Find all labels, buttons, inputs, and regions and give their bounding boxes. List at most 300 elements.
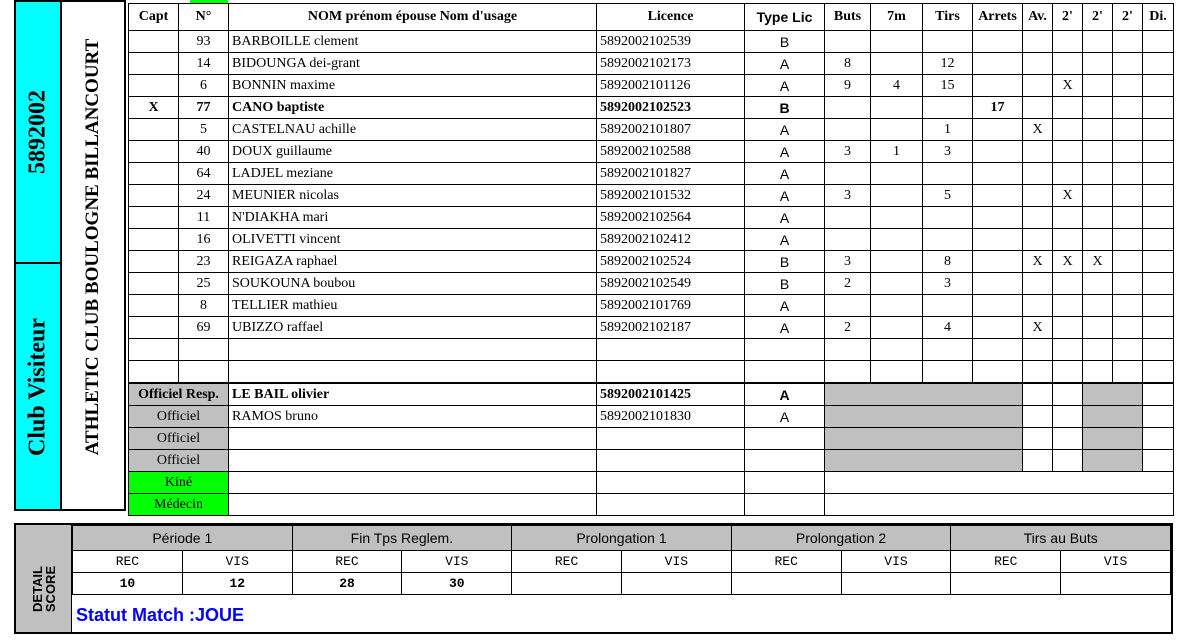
score-value-cell: 30 [402, 573, 512, 595]
staff-type-cell [745, 494, 825, 516]
player-tirs-cell: 8 [923, 251, 973, 273]
header-av: Av. [1023, 4, 1053, 31]
player-tirs-cell [923, 97, 973, 119]
score-vis-label: VIS [621, 551, 731, 573]
player-licence-cell: 5892002102549 [597, 273, 745, 295]
player-row [129, 53, 1174, 75]
official-role-cell: Officiel Resp. [129, 383, 229, 406]
player-name-cell: BARBOILLE clement [229, 31, 597, 53]
player-di-cell [1143, 207, 1174, 229]
player-av-cell [1023, 75, 1053, 97]
staff-role-cell: Médecin [129, 494, 229, 516]
player-licence-cell: 5892002102524 [597, 251, 745, 273]
header-capt: Capt [129, 4, 179, 31]
score-period-header: Prolongation 1 [512, 526, 732, 551]
staff-role-cell: Kiné [129, 472, 229, 494]
player-di-cell [1143, 119, 1174, 141]
score-value-cell: 10 [73, 573, 183, 595]
player-tirs-cell: 15 [923, 75, 973, 97]
player-capt-cell [129, 75, 179, 97]
official-grey-2min [1083, 450, 1143, 472]
official-grey-block [825, 428, 1023, 450]
player-tirs-cell: 3 [923, 141, 973, 163]
player-buts-cell [825, 295, 871, 317]
player-row [129, 97, 1174, 119]
player-7m-cell [871, 229, 923, 251]
player-arrets-cell [973, 361, 1023, 384]
player-7m-cell [871, 163, 923, 185]
player-2min-3-cell [1113, 339, 1143, 361]
player-av-cell [1023, 53, 1053, 75]
player-tirs-cell: 4 [923, 317, 973, 339]
player-type-cell [745, 339, 825, 361]
player-av-cell [1023, 163, 1053, 185]
player-capt-cell [129, 251, 179, 273]
header-number: N° [179, 4, 229, 31]
player-2min-3-cell [1113, 141, 1143, 163]
player-tirs-cell [923, 229, 973, 251]
score-period-header: Période 1 [73, 526, 293, 551]
official-row [129, 428, 1174, 450]
player-type-cell: B [745, 273, 825, 295]
player-2min-3-cell [1113, 317, 1143, 339]
official-2min-1-cell [1053, 428, 1083, 450]
player-2min-3-cell [1113, 75, 1143, 97]
official-type-cell [745, 450, 825, 472]
player-type-cell: A [745, 53, 825, 75]
player-7m-cell [871, 31, 923, 53]
player-di-cell [1143, 273, 1174, 295]
player-tirs-cell: 12 [923, 53, 973, 75]
roster-header-row [129, 4, 1174, 31]
player-av-cell [1023, 339, 1053, 361]
player-2min-1-cell [1053, 207, 1083, 229]
official-grey-block [825, 406, 1023, 428]
header-type: Type Lic [745, 4, 825, 31]
official-di-cell [1143, 428, 1174, 450]
player-2min-1-cell [1053, 53, 1083, 75]
header-di: Di. [1143, 4, 1174, 31]
header-2min-3: 2' [1113, 4, 1143, 31]
staff-type-cell [745, 472, 825, 494]
player-licence-cell: 5892002102187 [597, 317, 745, 339]
score-period-header: Tirs au Buts [951, 526, 1171, 551]
official-di-cell [1143, 450, 1174, 472]
player-7m-cell [871, 361, 923, 384]
staff-row [129, 494, 1174, 516]
official-grey-block [825, 450, 1023, 472]
score-value-cell [951, 573, 1061, 595]
player-buts-cell: 3 [825, 185, 871, 207]
player-2min-1-cell: X [1053, 251, 1083, 273]
player-2min-2-cell [1083, 119, 1113, 141]
match-status: Statut Match :JOUE [76, 605, 245, 625]
player-row [129, 317, 1174, 339]
player-2min-1-cell [1053, 317, 1083, 339]
player-2min-1-cell [1053, 119, 1083, 141]
player-2min-2-cell: X [1083, 251, 1113, 273]
staff-rest-cell [825, 494, 1174, 516]
player-name-cell: N'DIAKHA mari [229, 207, 597, 229]
club-name: ATHLETIC CLUB BOULOGNE BILLANCOURT [82, 38, 103, 456]
player-type-cell: A [745, 185, 825, 207]
player-type-cell: B [745, 31, 825, 53]
player-2min-1-cell [1053, 295, 1083, 317]
official-row [129, 406, 1174, 428]
player-2min-2-cell [1083, 97, 1113, 119]
player-arrets-cell [973, 75, 1023, 97]
player-number-cell: 5 [179, 119, 229, 141]
player-tirs-cell [923, 207, 973, 229]
player-number-cell: 8 [179, 295, 229, 317]
header-name: NOM prénom épouse Nom d'usage [229, 4, 597, 31]
player-buts-cell: 8 [825, 53, 871, 75]
player-buts-cell: 2 [825, 317, 871, 339]
player-name-cell: OLIVETTI vincent [229, 229, 597, 251]
score-period-header: Fin Tps Reglem. [292, 526, 512, 551]
player-type-cell: A [745, 119, 825, 141]
player-2min-3-cell [1113, 163, 1143, 185]
score-vis-label: VIS [1061, 551, 1171, 573]
player-tirs-cell: 1 [923, 119, 973, 141]
score-value-row [73, 573, 1171, 595]
player-name-cell: SOUKOUNA boubou [229, 273, 597, 295]
staff-name-cell [229, 472, 597, 494]
player-7m-cell [871, 53, 923, 75]
official-av-cell [1023, 428, 1053, 450]
player-licence-cell: 5892002102523 [597, 97, 745, 119]
club-side-panel [16, 2, 62, 509]
player-capt-cell [129, 339, 179, 361]
official-role-cell: Officiel [129, 450, 229, 472]
score-rec-label: REC [73, 551, 183, 573]
player-type-cell [745, 361, 825, 384]
score-rec-label: REC [292, 551, 402, 573]
player-number-cell [179, 361, 229, 384]
player-licence-cell: 5892002101827 [597, 163, 745, 185]
player-arrets-cell [973, 207, 1023, 229]
player-number-cell: 25 [179, 273, 229, 295]
player-name-cell: LADJEL meziane [229, 163, 597, 185]
player-name-cell: REIGAZA raphael [229, 251, 597, 273]
player-buts-cell: 3 [825, 141, 871, 163]
player-7m-cell [871, 119, 923, 141]
player-arrets-cell [973, 251, 1023, 273]
official-licence-cell [597, 450, 745, 472]
player-7m-cell: 4 [871, 75, 923, 97]
official-type-cell: A [745, 383, 825, 406]
player-2min-3-cell [1113, 361, 1143, 384]
player-buts-cell [825, 119, 871, 141]
staff-name-cell [229, 494, 597, 516]
staff-rest-cell [825, 472, 1174, 494]
player-tirs-cell: 5 [923, 185, 973, 207]
player-av-cell [1023, 207, 1053, 229]
player-7m-cell [871, 317, 923, 339]
official-name-cell [229, 428, 597, 450]
player-di-cell [1143, 295, 1174, 317]
official-2min-1-cell [1053, 383, 1083, 406]
player-2min-1-cell [1053, 141, 1083, 163]
player-2min-2-cell [1083, 273, 1113, 295]
player-2min-2-cell [1083, 229, 1113, 251]
official-av-cell [1023, 383, 1053, 406]
player-capt-cell [129, 163, 179, 185]
player-tirs-cell [923, 163, 973, 185]
player-7m-cell [871, 251, 923, 273]
player-licence-cell: 5892002102564 [597, 207, 745, 229]
player-type-cell: A [745, 163, 825, 185]
player-2min-2-cell [1083, 75, 1113, 97]
score-value-cell [621, 573, 731, 595]
player-row [129, 163, 1174, 185]
player-name-cell [229, 339, 597, 361]
official-grey-2min [1083, 406, 1143, 428]
score-period-header: Prolongation 2 [731, 526, 951, 551]
player-2min-2-cell [1083, 53, 1113, 75]
player-number-cell: 77 [179, 97, 229, 119]
player-arrets-cell [973, 141, 1023, 163]
player-2min-2-cell [1083, 339, 1113, 361]
score-rec-label: REC [951, 551, 1061, 573]
player-buts-cell [825, 361, 871, 384]
player-2min-2-cell [1083, 207, 1113, 229]
staff-licence-cell [597, 494, 745, 516]
player-row [129, 31, 1174, 53]
player-tirs-cell [923, 295, 973, 317]
detail-score-label [16, 525, 72, 632]
player-av-cell [1023, 97, 1053, 119]
player-capt-cell [129, 317, 179, 339]
player-7m-cell [871, 207, 923, 229]
player-7m-cell [871, 97, 923, 119]
player-row [129, 185, 1174, 207]
player-row [129, 273, 1174, 295]
player-di-cell [1143, 31, 1174, 53]
score-value-cell [1061, 573, 1171, 595]
score-period-row [73, 526, 1171, 551]
player-number-cell: 14 [179, 53, 229, 75]
score-detail-section [14, 523, 1173, 634]
player-di-cell [1143, 53, 1174, 75]
score-vis-label: VIS [402, 551, 512, 573]
player-row [129, 295, 1174, 317]
player-name-cell: CASTELNAU achille [229, 119, 597, 141]
player-arrets-cell [973, 339, 1023, 361]
player-capt-cell [129, 229, 179, 251]
player-2min-1-cell [1053, 273, 1083, 295]
official-av-cell [1023, 406, 1053, 428]
player-di-cell [1143, 97, 1174, 119]
player-2min-3-cell [1113, 229, 1143, 251]
player-2min-2-cell [1083, 31, 1113, 53]
header-2min-1: 2' [1053, 4, 1083, 31]
player-number-cell: 16 [179, 229, 229, 251]
player-di-cell [1143, 141, 1174, 163]
player-name-cell: UBIZZO raffael [229, 317, 597, 339]
player-7m-cell [871, 339, 923, 361]
club-code: 5892002 [24, 90, 51, 174]
player-type-cell: A [745, 141, 825, 163]
official-role-cell: Officiel [129, 406, 229, 428]
player-arrets-cell [973, 53, 1023, 75]
score-label-row [73, 551, 1171, 573]
player-di-cell [1143, 185, 1174, 207]
score-rec-label: REC [512, 551, 622, 573]
score-table [72, 525, 1171, 595]
player-name-cell: MEUNIER nicolas [229, 185, 597, 207]
player-arrets-cell [973, 163, 1023, 185]
player-arrets-cell [973, 31, 1023, 53]
score-value-cell [731, 573, 841, 595]
official-type-cell [745, 428, 825, 450]
player-type-cell: B [745, 97, 825, 119]
player-2min-3-cell [1113, 53, 1143, 75]
player-di-cell [1143, 361, 1174, 384]
score-value-cell [512, 573, 622, 595]
player-buts-cell: 9 [825, 75, 871, 97]
header-tirs: Tirs [923, 4, 973, 31]
player-licence-cell [597, 361, 745, 384]
player-2min-1-cell [1053, 229, 1083, 251]
player-tirs-cell: 3 [923, 273, 973, 295]
player-licence-cell: 5892002101769 [597, 295, 745, 317]
player-2min-3-cell [1113, 207, 1143, 229]
player-name-cell [229, 361, 597, 384]
player-av-cell: X [1023, 251, 1053, 273]
player-licence-cell: 5892002101126 [597, 75, 745, 97]
official-licence-cell: 5892002101830 [597, 406, 745, 428]
player-di-cell [1143, 75, 1174, 97]
player-type-cell: A [745, 207, 825, 229]
player-name-cell: BIDOUNGA dei-grant [229, 53, 597, 75]
player-2min-1-cell [1053, 97, 1083, 119]
official-di-cell [1143, 383, 1174, 406]
score-vis-label: VIS [182, 551, 292, 573]
player-capt-cell [129, 207, 179, 229]
player-buts-cell [825, 207, 871, 229]
header-7m: 7m [871, 4, 923, 31]
player-capt-cell [129, 31, 179, 53]
player-2min-3-cell [1113, 97, 1143, 119]
player-buts-cell [825, 31, 871, 53]
player-type-cell: A [745, 317, 825, 339]
club-side-label: Club Visiteur [24, 317, 51, 457]
player-type-cell: A [745, 295, 825, 317]
staff-licence-cell [597, 472, 745, 494]
official-grey-2min [1083, 383, 1143, 406]
player-capt-cell: X [129, 97, 179, 119]
official-licence-cell: 5892002101425 [597, 383, 745, 406]
official-row [129, 383, 1174, 406]
player-buts-cell: 2 [825, 273, 871, 295]
official-name-cell: LE BAIL olivier [229, 383, 597, 406]
player-2min-2-cell [1083, 141, 1113, 163]
player-row [129, 361, 1174, 384]
player-buts-cell [825, 97, 871, 119]
player-av-cell: X [1023, 119, 1053, 141]
player-number-cell: 93 [179, 31, 229, 53]
player-tirs-cell [923, 31, 973, 53]
official-role-cell: Officiel [129, 428, 229, 450]
player-buts-cell [825, 163, 871, 185]
player-type-cell: A [745, 75, 825, 97]
player-name-cell: DOUX guillaume [229, 141, 597, 163]
player-av-cell [1023, 229, 1053, 251]
official-grey-2min [1083, 428, 1143, 450]
player-arrets-cell [973, 119, 1023, 141]
player-row [129, 75, 1174, 97]
player-av-cell: X [1023, 317, 1053, 339]
player-2min-1-cell [1053, 163, 1083, 185]
player-2min-3-cell [1113, 251, 1143, 273]
player-7m-cell [871, 185, 923, 207]
official-row [129, 450, 1174, 472]
player-2min-2-cell [1083, 163, 1113, 185]
player-di-cell [1143, 251, 1174, 273]
club-sidebar [14, 0, 126, 511]
header-buts: Buts [825, 4, 871, 31]
header-2min-2: 2' [1083, 4, 1113, 31]
player-buts-cell [825, 229, 871, 251]
player-av-cell [1023, 31, 1053, 53]
player-capt-cell [129, 273, 179, 295]
header-licence: Licence [597, 4, 745, 31]
player-7m-cell: 1 [871, 141, 923, 163]
player-row [129, 119, 1174, 141]
player-licence-cell: 5892002102588 [597, 141, 745, 163]
player-tirs-cell [923, 339, 973, 361]
official-2min-1-cell [1053, 450, 1083, 472]
player-number-cell: 64 [179, 163, 229, 185]
player-buts-cell [825, 339, 871, 361]
player-2min-3-cell [1113, 295, 1143, 317]
player-number-cell: 23 [179, 251, 229, 273]
player-7m-cell [871, 273, 923, 295]
player-av-cell [1023, 273, 1053, 295]
player-2min-3-cell [1113, 119, 1143, 141]
player-number-cell [179, 339, 229, 361]
score-rec-label: REC [731, 551, 841, 573]
detail-label: DETAIL [29, 566, 45, 613]
player-2min-2-cell [1083, 317, 1113, 339]
player-capt-cell [129, 185, 179, 207]
player-av-cell [1023, 141, 1053, 163]
official-name-cell [229, 450, 597, 472]
player-name-cell: BONNIN maxime [229, 75, 597, 97]
player-av-cell [1023, 295, 1053, 317]
official-grey-block [825, 383, 1023, 406]
player-capt-cell [129, 119, 179, 141]
player-di-cell [1143, 229, 1174, 251]
player-2min-2-cell [1083, 361, 1113, 384]
side-divider [16, 262, 60, 264]
official-name-cell: RAMOS bruno [229, 406, 597, 428]
player-arrets-cell [973, 229, 1023, 251]
player-number-cell: 40 [179, 141, 229, 163]
player-licence-cell: 5892002101532 [597, 185, 745, 207]
player-7m-cell [871, 295, 923, 317]
player-capt-cell [129, 295, 179, 317]
score-value-cell [841, 573, 951, 595]
player-capt-cell [129, 53, 179, 75]
player-av-cell [1023, 185, 1053, 207]
player-licence-cell: 5892002102539 [597, 31, 745, 53]
official-2min-1-cell [1053, 406, 1083, 428]
player-arrets-cell [973, 185, 1023, 207]
player-number-cell: 24 [179, 185, 229, 207]
player-number-cell: 69 [179, 317, 229, 339]
